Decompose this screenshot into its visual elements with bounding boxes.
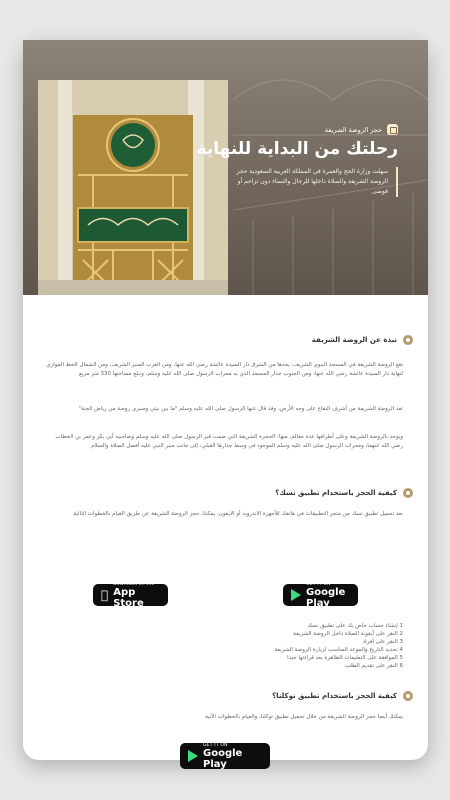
nusuk-intro: بعد تحميل تطبيق نسك من متجر التطبيقات في هاتفك للأجهزة الاندرويد أو الايفون، يمكنك حجز الروضة الشريفة عن طريق القيام بالخطوات التالية bbox=[73, 511, 403, 517]
section-nusuk-title: كيفية الحجز باستخدام تطبيق نسك؟ bbox=[275, 489, 397, 497]
list-item: 1 إنشاء حساب خاص بك على تطبيق نسك bbox=[274, 622, 403, 630]
google-play-small-label: GET IT ON bbox=[203, 742, 228, 748]
hero-text-block bbox=[188, 124, 398, 197]
about-paragraph-1: تقع الروضة الشريفة في المسجد النبوي الشريف، يحدها من الشرق دار السيدة عائشة رضي الله عنها، ومن الغرب المنبر الشريف، ومن الشمال الخط الموازي لنهاية دار السيدة عائشة رضي الله عنها، ومن الجنوب جدار المسجد الذي به محراب الرسول صلى الله عليه وسلم، وتبلغ مساحتها 330 متر مربع bbox=[46, 362, 403, 377]
google-play-icon bbox=[291, 589, 301, 601]
list-item: 4 تحديد التاريخ والموعد المناسب لزيارة الروضة الشريفة bbox=[274, 646, 403, 654]
google-play-badge-tawakkalna[interactable] bbox=[180, 743, 270, 769]
about-paragraph-3: ويوجد بالروضة الشريفة وعلى أطرافها عدة معالم، منها: الحجرة الشريفة التي ضمت قبر الرسول صلى الله عليه وسلم وصاحبيه أبي بكر وعمر بن الخطاب رضي الله عنهما، ومحراب الرسول صلى الله عليه وسلم الموجود في وسط جدارها القبلي، إلى جانب منبر النبي عليه أفضل الصلاة والسلام bbox=[55, 434, 403, 449]
section-tawakkalna-heading bbox=[272, 691, 413, 701]
apple-icon bbox=[101, 589, 108, 601]
tawakkalna-intro: يمكنك أيضا حجز الروضة الشريفة من خلال تحميل تطبيق توكلنا، والقيام بالخطوات الآتية bbox=[205, 714, 403, 720]
section-about-title: نبذة عن الروضة الشريفة bbox=[311, 336, 397, 344]
mosque-icon bbox=[387, 124, 398, 135]
page-card bbox=[23, 40, 428, 770]
hero-kicker bbox=[188, 124, 398, 135]
list-item: 3 النقر على أفراد bbox=[274, 638, 403, 646]
list-item: 5 الموافقة على التعليمات الظاهرة بعد قراءتها جيدا bbox=[274, 654, 403, 662]
nusuk-steps-list bbox=[274, 622, 403, 670]
info-icon bbox=[403, 335, 413, 345]
hero-description: سهلت وزارة الحج والعمرة في المملكة العربية السعودية حجز الروضة الشريفة والصلاة داخلها للرجال والنساء دون تزاحم أو فوضى bbox=[188, 167, 398, 197]
hero-banner bbox=[23, 40, 428, 295]
section-nusuk-heading bbox=[275, 488, 413, 498]
list-item: 6 النقر على تقديم الطلب bbox=[274, 662, 403, 670]
google-play-big-label: Google Play bbox=[203, 747, 243, 770]
google-play-big-label: Google Play bbox=[306, 586, 346, 609]
section-tawakkalna-title: كيفية الحجز باستخدام تطبيق توكلنا؟ bbox=[272, 692, 397, 700]
about-paragraph-2: تعد الروضة الشريفة من أشرف البقاع على وجه الأرض، وقد قال عنها الرسول صلى الله عليه وسلم "ما بين بيتي ومنبري روضة من رياض الجنة" bbox=[78, 406, 403, 412]
app-store-small-label: Download on the bbox=[106, 581, 148, 587]
google-play-badge-nusuk[interactable] bbox=[283, 581, 358, 609]
google-play-small-label: GET IT ON bbox=[306, 581, 331, 587]
app-store-big-label: App Store bbox=[106, 586, 137, 609]
list-item: 2 النقر على أيقونة الصلاة داخل الروضة الشريفة bbox=[274, 630, 403, 638]
page-title: رحلتك من البداية للنهاية bbox=[196, 139, 398, 159]
app-store-badge[interactable] bbox=[93, 581, 168, 609]
hero-kicker-label: حجز الروضة الشريفة bbox=[324, 125, 382, 134]
article-content bbox=[23, 295, 428, 770]
section-about-heading bbox=[312, 335, 413, 345]
info-icon bbox=[403, 691, 413, 701]
google-play-icon bbox=[188, 750, 198, 762]
info-icon bbox=[403, 488, 413, 498]
